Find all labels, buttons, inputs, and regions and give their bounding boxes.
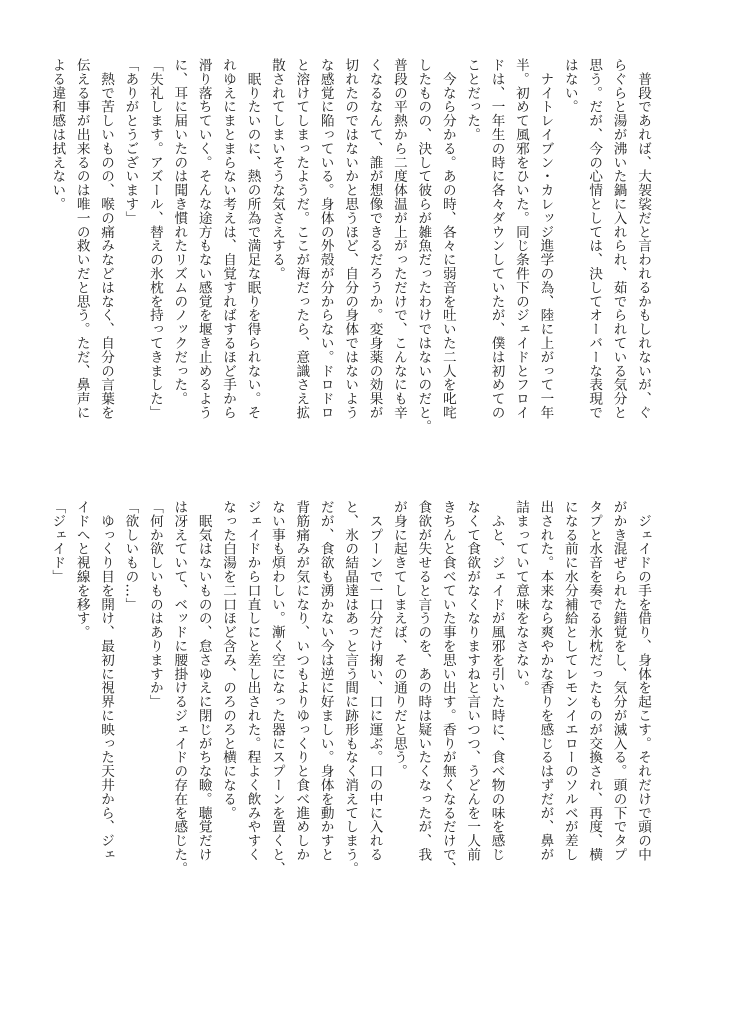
text-line: れゆえにまとまらない考えは、自覚すればするほど手から (220, 58, 237, 420)
text-line: 食欲が失せると言うのを、あの時は疑いたくなったが、我 (415, 500, 432, 862)
text-line: 切れたのではないかと思うほど、自分の身体ではないよう (342, 58, 359, 420)
text-line: 滑り落ちていく。そんな途方もない感覚を堰き止めるよう (195, 58, 212, 420)
text-line: ドは、一年生の時に各々ダウンしていたが、僕は初めての (488, 58, 505, 420)
text-line: ない事も煩わしい。漸く空になった器にスプーンを置くと、 (268, 500, 285, 876)
text-line: だが、食欲も湧かない今は逆に好ましい。身体を動かすと (317, 500, 334, 862)
text-line: ジェイドの手を借り、身体を起こす。それだけで頭の中 (635, 500, 651, 862)
text-line: 今なら分かる。あの時、各々に弱音を吐いた二人を叱咤 (439, 58, 456, 420)
text-line: と溶けてしまったようだ。ここが海だったら、意識さえ拡 (293, 58, 310, 420)
text-line: くなるなんて、誰が想像できるだろうか。変身薬の効果が (366, 58, 383, 420)
text-line: したものの、決して彼らが雑魚だったわけではないのだと。 (415, 58, 432, 434)
text-line: は冴えていて、ベッドに腰掛けるジェイドの存在を感じた。 (171, 500, 188, 876)
text-line: が身に起きてしまえば、その通りだと思う。 (390, 500, 407, 778)
text-line: 眠りたいのに、熱の所為で満足な眠りを得られない。そ (244, 58, 261, 420)
text-line: よる違和感は拭えない。 (49, 58, 66, 211)
text-line: きちんと食べていた事を思い出す。香りが無くなるだけで、 (439, 500, 456, 876)
text-line: 「欲しいもの…」 (122, 500, 139, 612)
text-line: な感覚に陥っている。身体の外殻が分からない。ドロドロ (317, 58, 334, 420)
text-line: 詰まっていて意味をなさない。 (512, 500, 529, 695)
text-line: タプと水音を奏でる氷枕だったものが交換され、再度、横 (586, 500, 603, 862)
text-line: ゆっくり目を開け、最初に視界に映った天井から、ジェ (98, 500, 115, 862)
text-line: ジェイドから口直しにと差し出された。程よく飲みやすく (244, 500, 261, 862)
upper-text-block (49, 58, 655, 496)
text-line: 出された。本来なら爽やかな香りを感じるはずだが、鼻が (537, 500, 554, 862)
text-line: と、氷の結晶達はあっと言う間に跡形もなく消えてしまう。 (342, 500, 359, 876)
text-line: 「ありがとうございます」 (122, 58, 139, 225)
text-line: ナイトレイブン・カレッジ進学の為、陸に上がって一年 (537, 58, 554, 420)
text-line: がかき混ぜられた錯覚をし、気分が滅入る。頭の下でタプ (610, 500, 627, 862)
text-line: 眠気はないものの、怠さゆえに閉じがちな瞼。聴覚だけ (195, 500, 212, 862)
text-line: に、耳に届いたのは聞き慣れたリズムのノックだった。 (171, 58, 188, 406)
text-line: なった白湯を二口ほど含み、のろのろと横になる。 (220, 500, 237, 820)
text-line: 普段の平熱から二度体温が上がっただけで、こんなにも辛 (390, 58, 407, 420)
text-line: 「ジェイド」 (49, 500, 66, 584)
text-line: スプーンで一口分だけ掬い、口に運ぶ。口の中に入れる (366, 500, 383, 862)
text-line: になる前に水分補給としてレモンイエローのソルベが差し (561, 500, 578, 862)
text-line: はない。 (561, 58, 578, 114)
text-line: なくて食欲がなくなりますねと言いつつ、うどんを一人前 (464, 500, 481, 862)
lower-text-block (49, 500, 655, 968)
text-line: ことだった。 (464, 58, 481, 142)
text-line: 散されてしまいそうな気さえする。 (268, 58, 285, 281)
text-line: 伝える事が出来るのは唯一の救いだと思う。ただ、鼻声に (73, 58, 90, 420)
text-line: 普段であれば、大袈裟だと言われるかもしれないが、ぐ (635, 58, 651, 420)
text-line: 背筋痛みが気になり、いつもよりゆっくりと食べ進めしか (293, 500, 310, 862)
text-line: 半。初めて風邪をひいた。同じ条件下のジェイドとフロイ (512, 58, 529, 420)
text-line: イドへと視線を移す。 (73, 500, 90, 639)
text-line: 「何か欲しいものはありますか」 (146, 500, 163, 709)
text-line: 熱で苦しいものの、喉の痛みなどはなく、自分の言葉を (98, 58, 115, 420)
text-line: ふと、ジェイドが風邪を引いた時に、食べ物の味を感じ (488, 500, 505, 862)
text-line: 思う。だが、今の心情としては、決してオーバーな表現で (586, 58, 603, 420)
text-line: 「失礼します。アズール、替えの氷枕を持ってきました」 (146, 58, 163, 420)
text-line: らぐらと湯が沸いた鍋に入れられ、茹でられている気分と (610, 58, 627, 420)
